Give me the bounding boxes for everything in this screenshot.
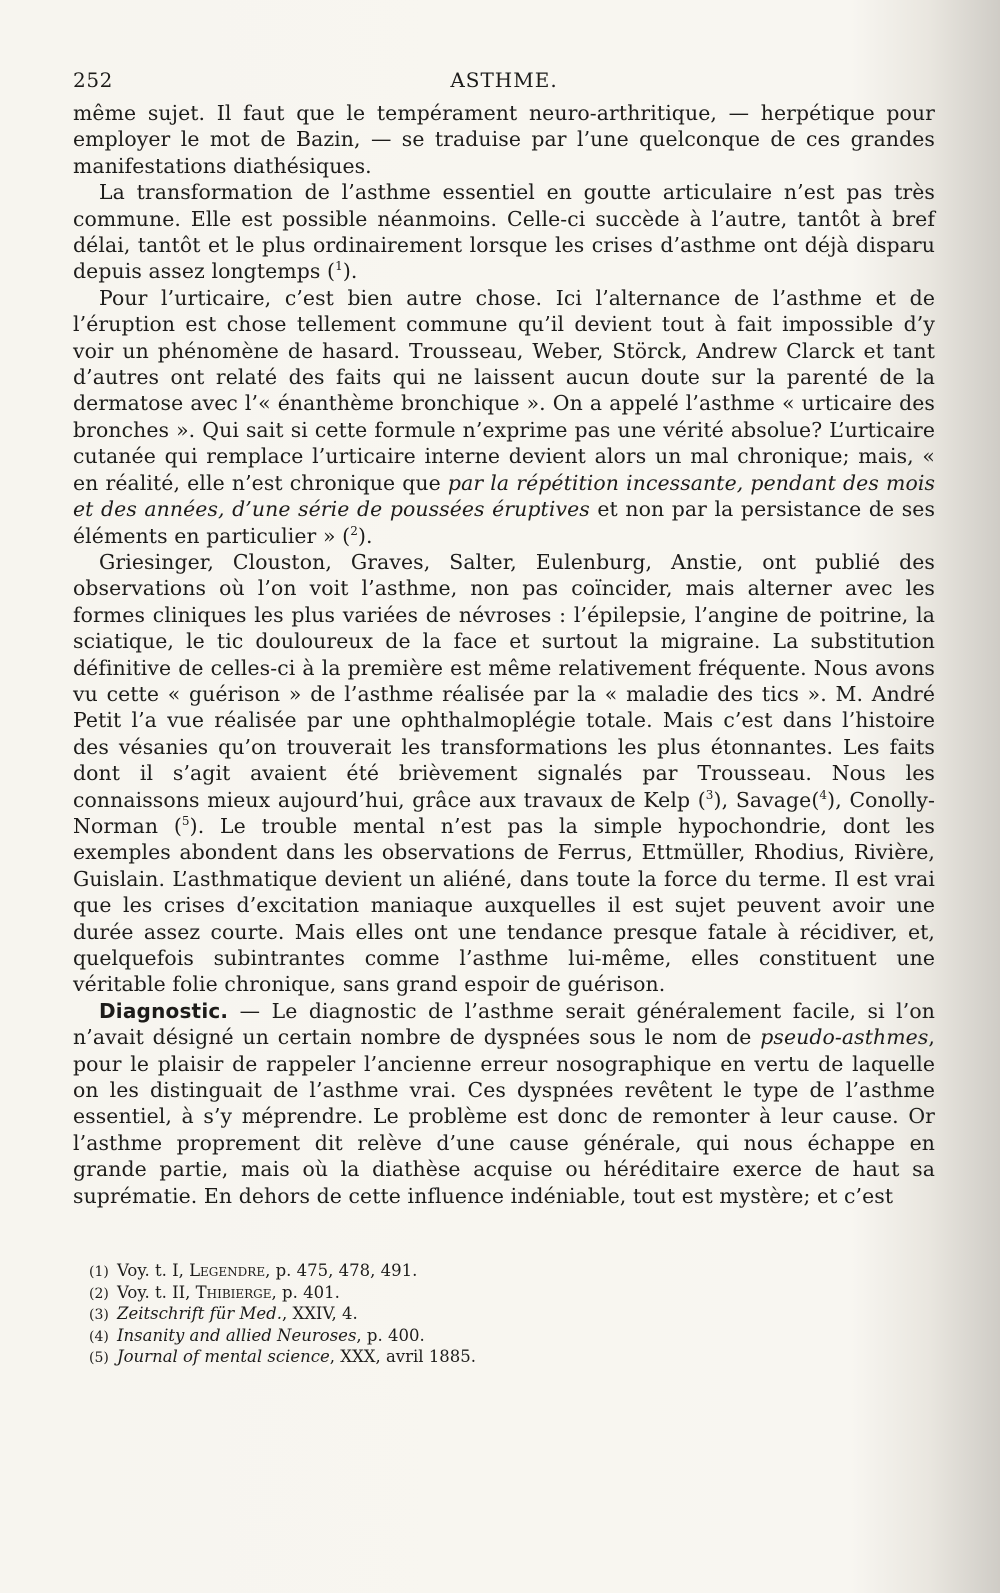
footnote-text: , XXIV, 4. [281,1304,358,1324]
paragraph-text: , pour le plaisir de rappeler l’ancienne erreur nosographique en vertu de laquelle on les distinguait de l’asthme vrai. Ces dyspnées revêtent le type de l’asthme essentiel, à s’y méprendre. Le problème est donc de remonter à leur cause. Or l’asthme proprement dit relève d’une cause générale, qui nous échappe en grande partie, mais où la diathèse acquise ou héréditaire exerce de haut sa suprématie. En dehors de cette influence indéniable, tout est mystère; et c’est [73,1025,935,1208]
paragraph-text: même sujet. Il faut que le tempérament neuro-arthritique, — herpétique pour employer le mot de Bazin, — se traduise par l’une quelconque de ces grandes manifestations diathésiques. [73,101,935,178]
section-heading: Diagnostic. [99,998,229,1023]
footnote-author: Thibierge [195,1282,272,1302]
paragraph-text: ), Savage( [713,787,820,812]
paragraph-text: ), Conolly-Norman ( [73,787,935,838]
paragraph-text: Pour l’urticaire, c’est bien autre chose. Ici l’alternance de l’asthme et de l’éruption est chose tellement commune qu’il devient tout à fait impossible d’y voir un phénomène de hasard. Trousseau, Weber, Störck, Andrew Clarck et tant d’autres ont relaté des faits qui ne laissent aucun doute sur la parenté de la dermatose avec l’« énanthème bronchique ». On a appelé l’asthme « urticaire des bronches ». Qui sait si cette formule n’exprime pas une vérité absolue? L’urticaire cutanée qui remplace l’urticaire interne devient alors un mal chronique; mais, « en réalité, elle n’est chronique que [73,285,935,495]
paragraph [73,100,935,179]
paragraph [73,549,935,998]
footnote-ref[interactable]: 4 [819,787,828,802]
footnote-author: Legendre [189,1261,266,1281]
footnote-text: , p. 475, 478, 491. [265,1261,418,1281]
paragraph-text: Griesinger, Clouston, Graves, Salter, Eulenburg, Anstie, ont publié des observations où l’on voit l’asthme, non pas coïncider, mais alterner avec les formes cliniques les plus variées de névroses : l’épilepsie, l’angine de poitrine, la sciatique, le tic douloureux de la face et surtout la migraine. La substitution définitive de celles-ci à la première est même relativement fréquente. Nous avons vu cette « guérison » de l’asthme réalisée par la « maladie des tics ». M. André Petit l’a vue réalisée par une ophthalmoplégie totale. Mais c’est dans l’histoire des vésanies qu’on trouverait les transformations les plus étonnantes. Les faits dont il s’agit avaient été brièvement signalés par Trousseau. Nous les connaissons mieux aujourd’hui, grâce aux travaux de Kelp ( [73,549,935,812]
footnote-mark: (2) [89,1285,109,1302]
footnote-4 [89,1326,935,1348]
footnote-2 [89,1283,935,1305]
book-page [73,68,935,1369]
footnote-text: , p. 400. [356,1325,425,1345]
footnote-3 [89,1304,935,1326]
footnotes [73,1261,935,1369]
paragraph-text: La transformation de l’asthme essentiel en goutte articulaire n’est pas très commune. Elle est possible néanmoins. Celle-ci succède à l’autre, tantôt à bref délai, tantôt et le plus ordinairement lorsque les crises d’asthme ont déjà disparu depuis assez longtemps ( [73,180,935,284]
paragraph-text: — Le diagnostic de l’asthme serait généralement facile, si l’on n’avait désigné un certain nombre de dyspnées sous le nom de [73,998,935,1050]
footnote-mark: (4) [89,1328,109,1345]
footnote-text: Voy. t. II, [117,1282,196,1302]
footnote-text: Voy. t. I, [117,1261,190,1281]
italic-quote: par la répétition incessante, pendant des mois et des années, d’une série de poussées éruptives [73,470,936,522]
footnote-journal: Journal of mental science [117,1347,330,1367]
footnote-journal: Zeitschrift für Med. [117,1304,282,1324]
paragraph [73,998,935,1209]
paragraph-text: ). [357,523,373,548]
italic-term: pseudo-asthmes [760,1025,929,1050]
footnote-ref[interactable]: 5 [181,814,190,829]
footnote-mark: (5) [89,1350,109,1367]
running-title: ASTHME. [450,68,558,92]
running-head [73,68,935,98]
footnote-5 [89,1347,935,1369]
footnote-ref[interactable]: 3 [705,787,714,802]
page-number: 252 [73,68,113,92]
body-text [73,100,935,1209]
footnote-mark: (1) [89,1264,109,1281]
paragraph [73,179,935,285]
footnote-journal: Insanity and allied Neuroses [117,1325,357,1345]
paragraph [73,285,935,549]
footnote-text: , p. 401. [271,1282,340,1302]
footnote-1 [89,1261,935,1283]
footnote-text: , XXX, avril 1885. [329,1347,477,1367]
footnote-ref[interactable]: 1 [335,259,343,274]
paragraph-text: et non par la persistance de ses éléments en particulier » ( [73,497,936,548]
footnote-mark: (3) [89,1307,109,1324]
paragraph-text: ). Le trouble mental n’est pas la simple hypochondrie, dont les exemples abondent dans les observations de Ferrus, Ettmüller, Rhodius, Rivière, Guislain. L’asthmatique devient un aliéné, dans toute la force du terme. Il est vrai que les crises d’excitation maniaque auxquelles il est sujet peuvent avoir une durée assez courte. Mais elles ont une tendance presque fatale à récidiver, et, quelquefois subintrantes comme l’asthme lui-même, elles constituent une véritable folie chronique, sans grand espoir de guérison. [73,813,935,997]
footnote-ref[interactable]: 2 [350,523,358,538]
paragraph-text: ). [342,259,358,284]
